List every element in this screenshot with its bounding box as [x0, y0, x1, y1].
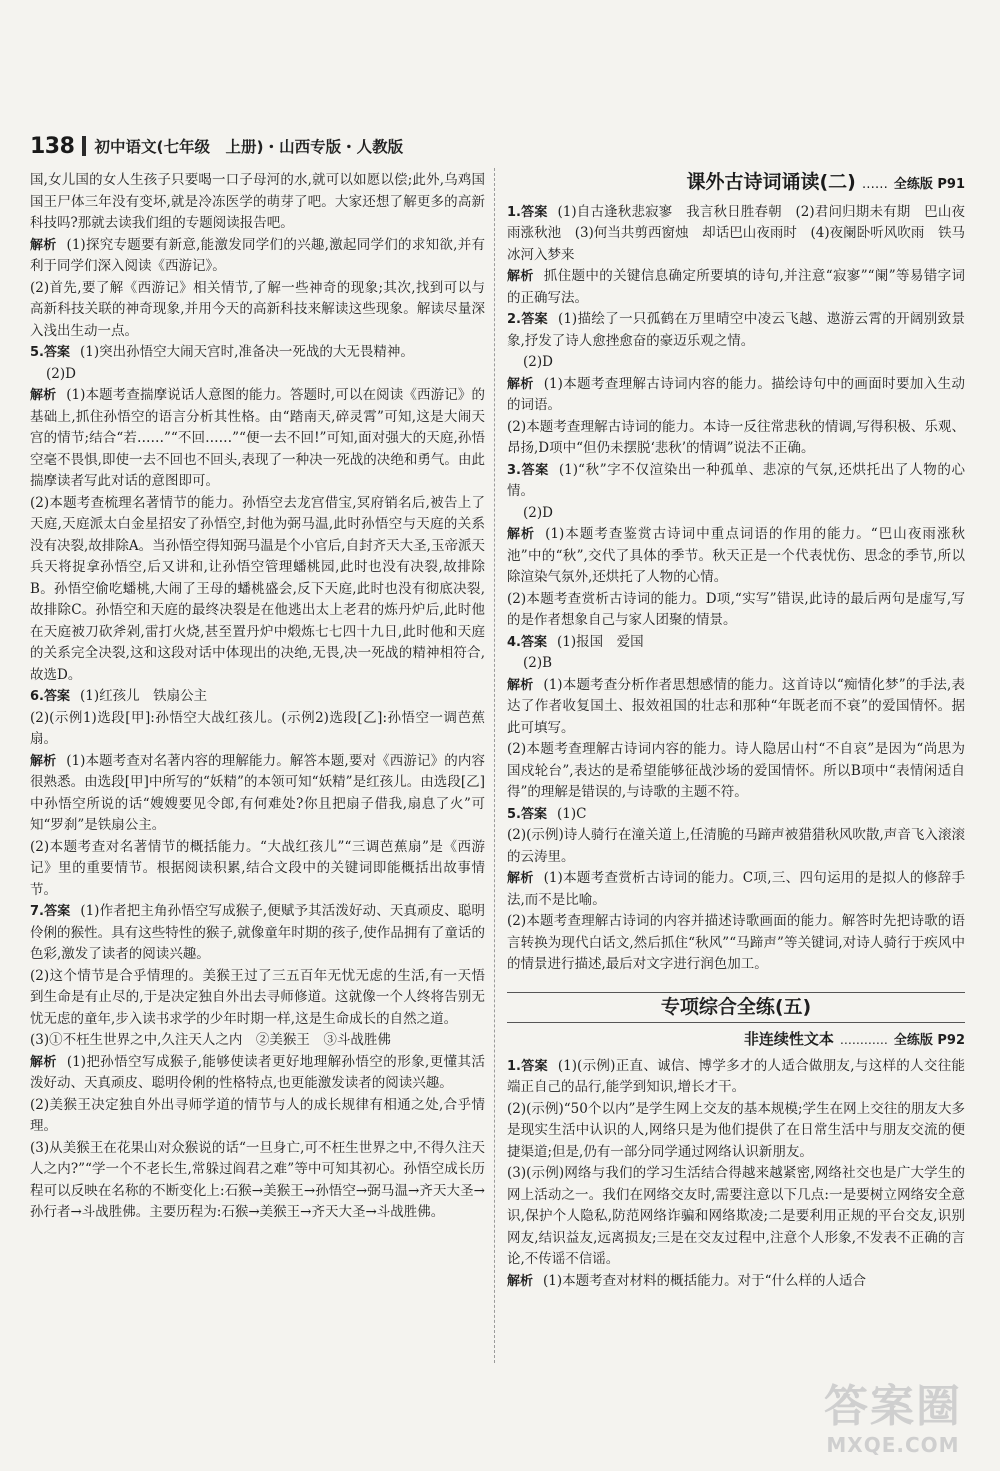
header-bar [82, 136, 86, 156]
analysis-item [30, 1052, 485, 1095]
question-number: 6. [30, 689, 44, 704]
paragraph-text: (2)美猴王决定独自外出寻师学道的情节与人的成长规律有相通之处,合乎情理。 [30, 1096, 485, 1134]
paragraph-text: (1)突出孙悟空大闹天宫时,准备决一死战的大无畏精神。 [80, 344, 414, 360]
book-title: 初中语文(七年级 上册)・山西专版・人教版 [94, 138, 404, 156]
paragraph-text: (1)探究专题要有新意,能激发同学们的兴趣,激起同学们的求知欲,并有利于同学们深入阅读《西游记》。 [30, 236, 485, 274]
watermark-logo: 答案圈 [824, 1381, 962, 1432]
analysis-label: 解析 [507, 677, 534, 693]
text-paragraph [507, 503, 965, 525]
paragraph-text: (1)(示例)正直、诚信、博学多才的人适合做朋友,与这样的人交往能端正自己的品行,能学到知识,增长才干。 [507, 1057, 965, 1095]
paragraph-text: (2)D [46, 365, 76, 382]
paragraph-text: (2)本题考查理解古诗词的能力。本诗一反往常悲秋的情调,写得积极、乐观、昂扬,D项中“但仍未摆脱‘悲秋’的情调”说法不正确。 [507, 418, 965, 456]
paragraph-text: (1)本题考查赏析古诗词的能力。C项,三、四句运用的是拟人的修辞手法,而不是比喻。 [507, 870, 965, 908]
text-paragraph [30, 278, 485, 343]
analysis-item [507, 266, 965, 309]
analysis-label: 解析 [30, 753, 57, 769]
right-column [507, 170, 965, 1292]
answer-item [507, 460, 965, 503]
subsection-title: 非连续性文本 ………… 全练版 P92 [743, 1030, 965, 1048]
paragraph-text: (2)本题考查梳理名著情节的能力。孙悟空去龙宫借宝,冥府销名后,被告上了天庭,天庭派太白金星招安了孙悟空,封他为弼马温,此时孙悟空与天庭的关系没有决裂,故排除A。当孙悟空得知弼马温是个小官后,自封齐天大圣,玉帝派天兵天将捉拿孙悟空,后又讲和,让孙悟空管理蟠桃园,此时也没有决裂,故排除B。孙悟空偷吃蟠桃,大闹了王母的蟠桃盛会,反下天庭,此时也没有彻底决裂,故排除C。孙悟空和天庭的最终决裂是在他逃出太上老君的炼丹炉后,此时他在天庭被刀砍斧剁,雷打火烧,甚至置丹炉中煅炼七七四十九日,此时他和天庭的关系完全决裂,这和这段对话中体现出的决绝,无畏,决一死战的精神相符合,故选D。 [30, 494, 485, 683]
text-paragraph [507, 653, 965, 675]
analysis-item [30, 385, 485, 493]
answer-item [507, 804, 965, 826]
paragraph-text: (1)报国 爱国 [557, 633, 644, 650]
text-paragraph [507, 825, 965, 868]
paragraph-text: (2)D [523, 354, 553, 370]
text-paragraph [30, 1030, 485, 1052]
answer-item [30, 686, 485, 708]
question-number: 3. [507, 462, 521, 478]
paragraph-text: (1)本题考查对名著内容的理解能力。解答本题,要对《西游记》的内容很熟悉。由选段[甲]中所写的“妖精”的本领可知“妖精”是红孩儿。由选段[乙]中孙悟空所说的话“嫂嫂要见令郎,有何难处?你且把扇子借我,扇息了火”可知“罗刹”是铁扇公主。 [30, 752, 485, 833]
text-paragraph [30, 170, 485, 235]
analysis-label: 解析 [507, 871, 534, 886]
answer-item [507, 632, 965, 654]
answer-label: 答案 [520, 1058, 548, 1074]
text-paragraph [507, 352, 965, 374]
analysis-label: 解析 [507, 527, 536, 542]
analysis-item [30, 751, 485, 837]
question-number: 1. [507, 1058, 521, 1074]
paragraph-text: (1)作者把主角孙悟空写成猴子,便赋予其活泼好动、天真顽皮、聪明伶俐的猴性。具有这些特性的猴子,就像童年时期的孩子,使作品拥有了童话的色彩,激发了读者的阅读兴趣。 [30, 903, 485, 962]
text-paragraph [30, 1095, 485, 1138]
text-paragraph [30, 1138, 485, 1224]
question-number: 4. [507, 634, 521, 650]
paragraph-text: (1)把孙悟空写成猴子,能够使读者更好地理解孙悟空的形象,更懂其活泼好动、天真顽皮、聪明伶俐的性格特点,也更能激发读者的阅读兴趣。 [30, 1053, 485, 1091]
paragraph-text: (1)红孩儿 铁扇公主 [80, 688, 208, 704]
paragraph-text: (3)①不枉生世界之中,久注天人之内 ②美猴王 ③斗战胜佛 [30, 1032, 391, 1048]
text-paragraph [507, 739, 965, 804]
question-number: 1. [507, 204, 521, 220]
analysis-item [507, 1271, 965, 1293]
answer-label: 答案 [520, 204, 548, 220]
paragraph-text: (1)C [557, 805, 587, 822]
answer-label: 答案 [43, 689, 70, 704]
paragraph-text: (2)首先,要了解《西游记》相关情节,了解一些神奇的现象;其次,找到可以与高新科技关联的神奇现象,并用今天的高新科技来解读这些现象。解读尽量深入浅出生动一点。 [30, 279, 485, 339]
paragraph-text: (1)“秋”字不仅渲染出一种孤单、悲凉的气氛,还烘托出了人物的心情。 [507, 461, 965, 499]
question-number: 5. [507, 806, 521, 822]
analysis-label: 解析 [30, 1054, 57, 1070]
answer-label: 答案 [520, 312, 549, 327]
answer-label: 答案 [520, 462, 549, 478]
analysis-label: 解析 [507, 269, 534, 284]
paragraph-text: (2)这个情节是合乎情理的。美猴王过了三五百年无忧无虑的生活,有一天悟到生命是有止尽的,于是决定独自外出去寻师修道。这就像一个人终将告别无忧无虑的童年,步入读书求学的少年时期一样,这是生命成长的自然之道。 [30, 967, 485, 1027]
paragraph-text: 抓住题中的关键信息确定所要填的诗句,并注意“寂寥”“阑”等易错字词的正确写法。 [507, 268, 965, 306]
text-paragraph [30, 966, 485, 1031]
paragraph-text: (1)描绘了一只孤鹤在万里晴空中凌云飞越、遨游云霄的开阔别致景象,抒发了诗人愈挫愈奋的豪迈乐观之情。 [507, 311, 965, 349]
analysis-item [507, 524, 965, 589]
question-number: 7. [30, 904, 44, 919]
question-number: 2. [507, 312, 521, 327]
answer-label: 答案 [43, 904, 71, 919]
answer-item [507, 202, 965, 267]
watermark-url: MXQE.COM [826, 1433, 960, 1457]
page-number: 138 [30, 133, 75, 159]
paragraph-text: (1)本题考查鉴赏古诗词中重点词语的作用的能力。“巴山夜雨涨秋池”中的“秋”,交代了具体的季节。秋天正是一个代表忧伤、思念的季节,所以除渲染气氛外,还烘托了人物的心情。 [507, 526, 965, 585]
analysis-label: 解析 [30, 388, 57, 403]
analysis-item [507, 868, 965, 911]
answer-item [507, 309, 965, 352]
paragraph-text: (2)本题考查理解古诗词内容的能力。诗人隐居山村“不自哀”是因为“尚思为国戍轮台”,表达的是希望能够征战沙场的爱国情怀。所以B项中“表情闲适自得”的理解是错误的,与诗歌的主题不符。 [507, 741, 965, 800]
watermark [808, 1371, 978, 1457]
answer-item [507, 1056, 965, 1099]
left-column [30, 170, 485, 1224]
paragraph-text: (2)B [523, 655, 553, 671]
paragraph-text: (2)D [523, 504, 553, 521]
paragraph-text: (1)本题考查理解古诗词内容的能力。描绘诗句中的画面时要加入生动的词语。 [507, 375, 965, 413]
answer-item [30, 342, 485, 364]
analysis-label: 解析 [507, 1273, 534, 1289]
paragraph-text: (1)本题考查对材料的概括能力。对于“什么样的人适合 [543, 1272, 867, 1289]
analysis-item [507, 374, 965, 417]
paragraph-text: (1)本题考查揣摩说话人意图的能力。答题时,可以在阅读《西游记》的基础上,抓住孙悟空的语言分析其性格。由“踏南天,碎灵霄”可知,这是大闹天宫的情节;结合“若……”“不回……”“便一去不回!”可知,面对强大的天庭,孙悟空毫不畏惧,即使一去不回也不回头,表现了一种决一死战的决绝和勇气。由此揣摩读者写此对话的意图即可。 [30, 387, 485, 489]
text-paragraph [507, 911, 965, 976]
text-paragraph [30, 708, 485, 751]
paragraph-text: (2)本题考查赏析古诗词的能力。D项,“实写”错误,此诗的最后两句是虚写,写的是作者想象自己与家人团聚的情景。 [507, 590, 965, 628]
text-paragraph [507, 417, 965, 460]
text-paragraph [507, 1099, 965, 1164]
page-header [30, 130, 970, 162]
answer-label: 答案 [520, 806, 547, 822]
text-paragraph [30, 493, 485, 687]
section-title-comprehensive: 专项综合全练(五) [507, 992, 965, 1024]
text-paragraph [30, 364, 485, 386]
analysis-item [507, 675, 965, 740]
paragraph-text: (3)从美猴王在花果山对众猴说的话“一旦身亡,可不枉生世界之中,不得久注天人之内?”“学一个不老长生,常躲过阎君之难”等中可知其初心。孙悟空成长历程可以反映在名称的不断变化上:石猴→美猴王→孙悟空→弼马温→齐天大圣→孙行者→斗战胜佛。主要历程为:石猴→美猴王→齐天大圣→斗战胜佛。 [30, 1139, 485, 1220]
analysis-item [30, 235, 485, 278]
question-number: 5. [30, 345, 44, 360]
paragraph-text: 国,女儿国的女人生孩子只要喝一口子母河的水,就可以如愿以偿;此外,乌鸡国国王尸体三年没有变坏,就是冷冻医学的萌芽了吧。大家还想了解更多的高新科技吗?那就去读我们组的专题阅读报告吧。 [30, 172, 485, 231]
analysis-label: 解析 [30, 237, 57, 253]
paragraph-text: (2)(示例)“50个以内”是学生网上交友的基本规模;学生在网上交往的朋友大多是现实生活中认识的人,网络只是为他们提供了在日常生活中与朋友交流的便捷渠道;但是,仍有一部分同学通过网络认识新朋友。 [507, 1100, 965, 1160]
paragraph-text: (2)(示例)诗人骑行在潼关道上,任清脆的马蹄声被猎猎秋风吹散,声音飞入滚滚的云涛里。 [507, 827, 965, 865]
paragraph-text: (1)本题考查分析作者思想感情的能力。这首诗以“痴情化梦”的手法,表达了作者收复国土、报效祖国的壮志和那种“年既老而不衰”的爱国情怀。据此可填写。 [507, 676, 965, 736]
section-title-poetry: 课外古诗词诵读(二) …… 全练版 P91 [686, 171, 965, 193]
paragraph-text: (2)本题考查理解古诗词的内容并描述诗歌画面的能力。解答时先把诗歌的语言转换为现代白话文,然后抓住“秋风”“马蹄声”等关键词,对诗人骑行于疾风中的情景进行描述,最后对文字进行润色加工。 [507, 913, 965, 972]
column-divider [494, 168, 496, 1363]
analysis-label: 解析 [507, 376, 534, 392]
answer-item [30, 901, 485, 966]
answer-label: 答案 [43, 345, 70, 360]
text-paragraph [30, 837, 485, 902]
text-paragraph [507, 1163, 965, 1271]
paragraph-text: (2)(示例1)选段[甲]:孙悟空大战红孩儿。(示例2)选段[乙]:孙悟空一调芭蕉扇。 [30, 709, 485, 747]
answer-label: 答案 [520, 634, 547, 650]
paragraph-text: (1)自古逢秋悲寂寥 我言秋日胜春朝 (2)君问归期未有期 巴山夜雨涨秋池 (3)何当共剪西窗烛 却话巴山夜雨时 (4)夜阑卧听风吹雨 铁马冰河入梦来 [507, 203, 965, 263]
text-paragraph [507, 589, 965, 632]
paragraph-text: (2)本题考查对名著情节的概括能力。“大战红孩儿”“三调芭蕉扇”是《西游记》里的重要情节。根据阅读积累,结合文段中的关键词即能概括出故事情节。 [30, 838, 485, 898]
paragraph-text: (3)(示例)网络与我们的学习生活结合得越来越紧密,网络社交也是广大学生的网上活动之一。我们在网络交友时,需要注意以下几点:一是要树立网络安全意识,保护个人隐私,防范网络诈骗和网络欺凌;二是要利用正规的平台交友,识别网友,结识益友,远离损友;三是在交友过程中,注意个人形象,不发表不正确的言论,不传谣不信谣。 [507, 1165, 965, 1267]
